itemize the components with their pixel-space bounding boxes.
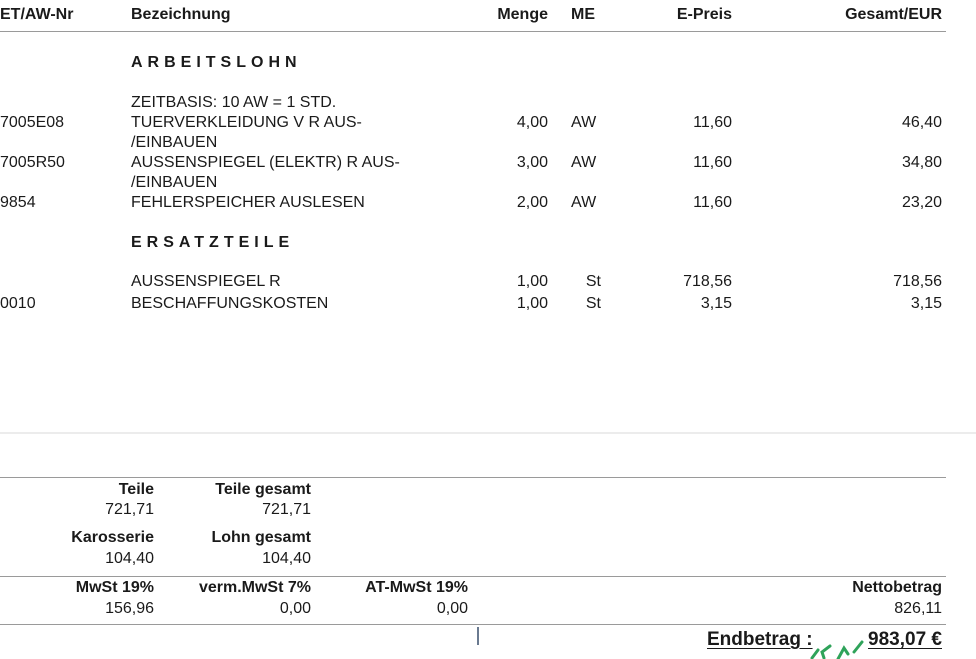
teile-gesamt-label: Teile gesamt — [215, 481, 311, 498]
row-bezeichnung: BESCHAFFUNGSKOSTEN — [131, 295, 329, 312]
row-nr: 0010 — [0, 295, 36, 312]
row-gesamt: 23,20 — [901, 194, 942, 211]
row-bezeichnung: FEHLERSPEICHER AUSLESEN — [131, 194, 365, 211]
col-header-epreis: E-Preis — [676, 6, 732, 23]
verm-mwst7-label: verm.MwSt 7% — [198, 579, 311, 596]
row-me: St — [585, 273, 601, 290]
section-arbeitslohn: ARBEITSLOHN — [131, 54, 302, 71]
row-nr: 9854 — [0, 194, 36, 211]
endbetrag-value: 983,07 € — [868, 629, 942, 650]
row-bezeichnung: AUSSENSPIEGEL R — [131, 273, 281, 290]
teile-value: 721,71 — [105, 501, 154, 518]
row-me: AW — [571, 194, 597, 211]
col-header-me: ME — [571, 6, 595, 23]
teile-gesamt-value: 721,71 — [262, 501, 311, 518]
header-divider — [0, 31, 946, 32]
section-ersatzteile: ERSATZTEILE — [131, 234, 295, 251]
stamp-fragment-icon — [808, 640, 868, 659]
row-menge: 4,00 — [516, 114, 548, 131]
lohn-gesamt-value: 104,40 — [262, 550, 311, 567]
col-header-gesamt: Gesamt/EUR — [845, 6, 942, 23]
row-epreis: 11,60 — [693, 114, 732, 131]
scan-artifact — [0, 432, 976, 434]
netto-value: 826,11 — [894, 600, 942, 617]
karosserie-value: 104,40 — [105, 550, 154, 567]
at-mwst19-value: 0,00 — [436, 600, 468, 617]
row-menge: 3,00 — [516, 154, 548, 171]
row-bezeichnung-cont: /EINBAUEN — [131, 134, 218, 151]
lohn-gesamt-label: Lohn gesamt — [211, 529, 311, 546]
row-epreis: 11,60 — [693, 154, 732, 171]
zeitbasis-note: ZEITBASIS: 10 AW = 1 STD. — [131, 94, 337, 111]
row-bezeichnung-cont: /EINBAUEN — [131, 174, 218, 191]
row-nr: 7005R50 — [0, 154, 65, 171]
row-bezeichnung: AUSSENSPIEGEL (ELEKTR) R AUS- — [131, 154, 400, 171]
row-epreis: 718,56 — [683, 273, 732, 290]
row-me: St — [585, 295, 601, 312]
col-header-nr: ET/AW-Nr — [0, 6, 74, 23]
scan-tick-mark — [477, 627, 479, 645]
verm-mwst7-value: 0,00 — [279, 600, 311, 617]
summary-divider-top — [0, 477, 946, 478]
netto-label: Nettobetrag — [852, 579, 942, 596]
row-gesamt: 718,56 — [893, 273, 942, 290]
endbetrag-label: Endbetrag : — [707, 629, 813, 650]
row-gesamt: 34,80 — [901, 154, 942, 171]
row-gesamt: 3,15 — [910, 295, 942, 312]
mwst19-value: 156,96 — [105, 600, 154, 617]
row-menge: 2,00 — [516, 194, 548, 211]
row-nr: 7005E08 — [0, 114, 65, 131]
row-epreis: 3,15 — [700, 295, 732, 312]
col-header-bezeichnung: Bezeichnung — [131, 6, 231, 23]
row-gesamt: 46,40 — [901, 114, 942, 131]
row-menge: 1,00 — [516, 273, 548, 290]
at-mwst19-label: AT-MwSt 19% — [365, 579, 468, 596]
karosserie-label: Karosserie — [71, 529, 154, 546]
col-header-menge: Menge — [497, 6, 548, 23]
mwst19-label: MwSt 19% — [75, 579, 154, 596]
summary-divider-mid — [0, 576, 946, 577]
row-bezeichnung: TUERVERKLEIDUNG V R AUS- — [131, 114, 362, 131]
summary-divider-bottom — [0, 624, 946, 625]
row-epreis: 11,60 — [693, 194, 732, 211]
row-me: AW — [571, 114, 597, 131]
teile-label: Teile — [118, 481, 154, 498]
row-me: AW — [571, 154, 597, 171]
row-menge: 1,00 — [516, 295, 548, 312]
